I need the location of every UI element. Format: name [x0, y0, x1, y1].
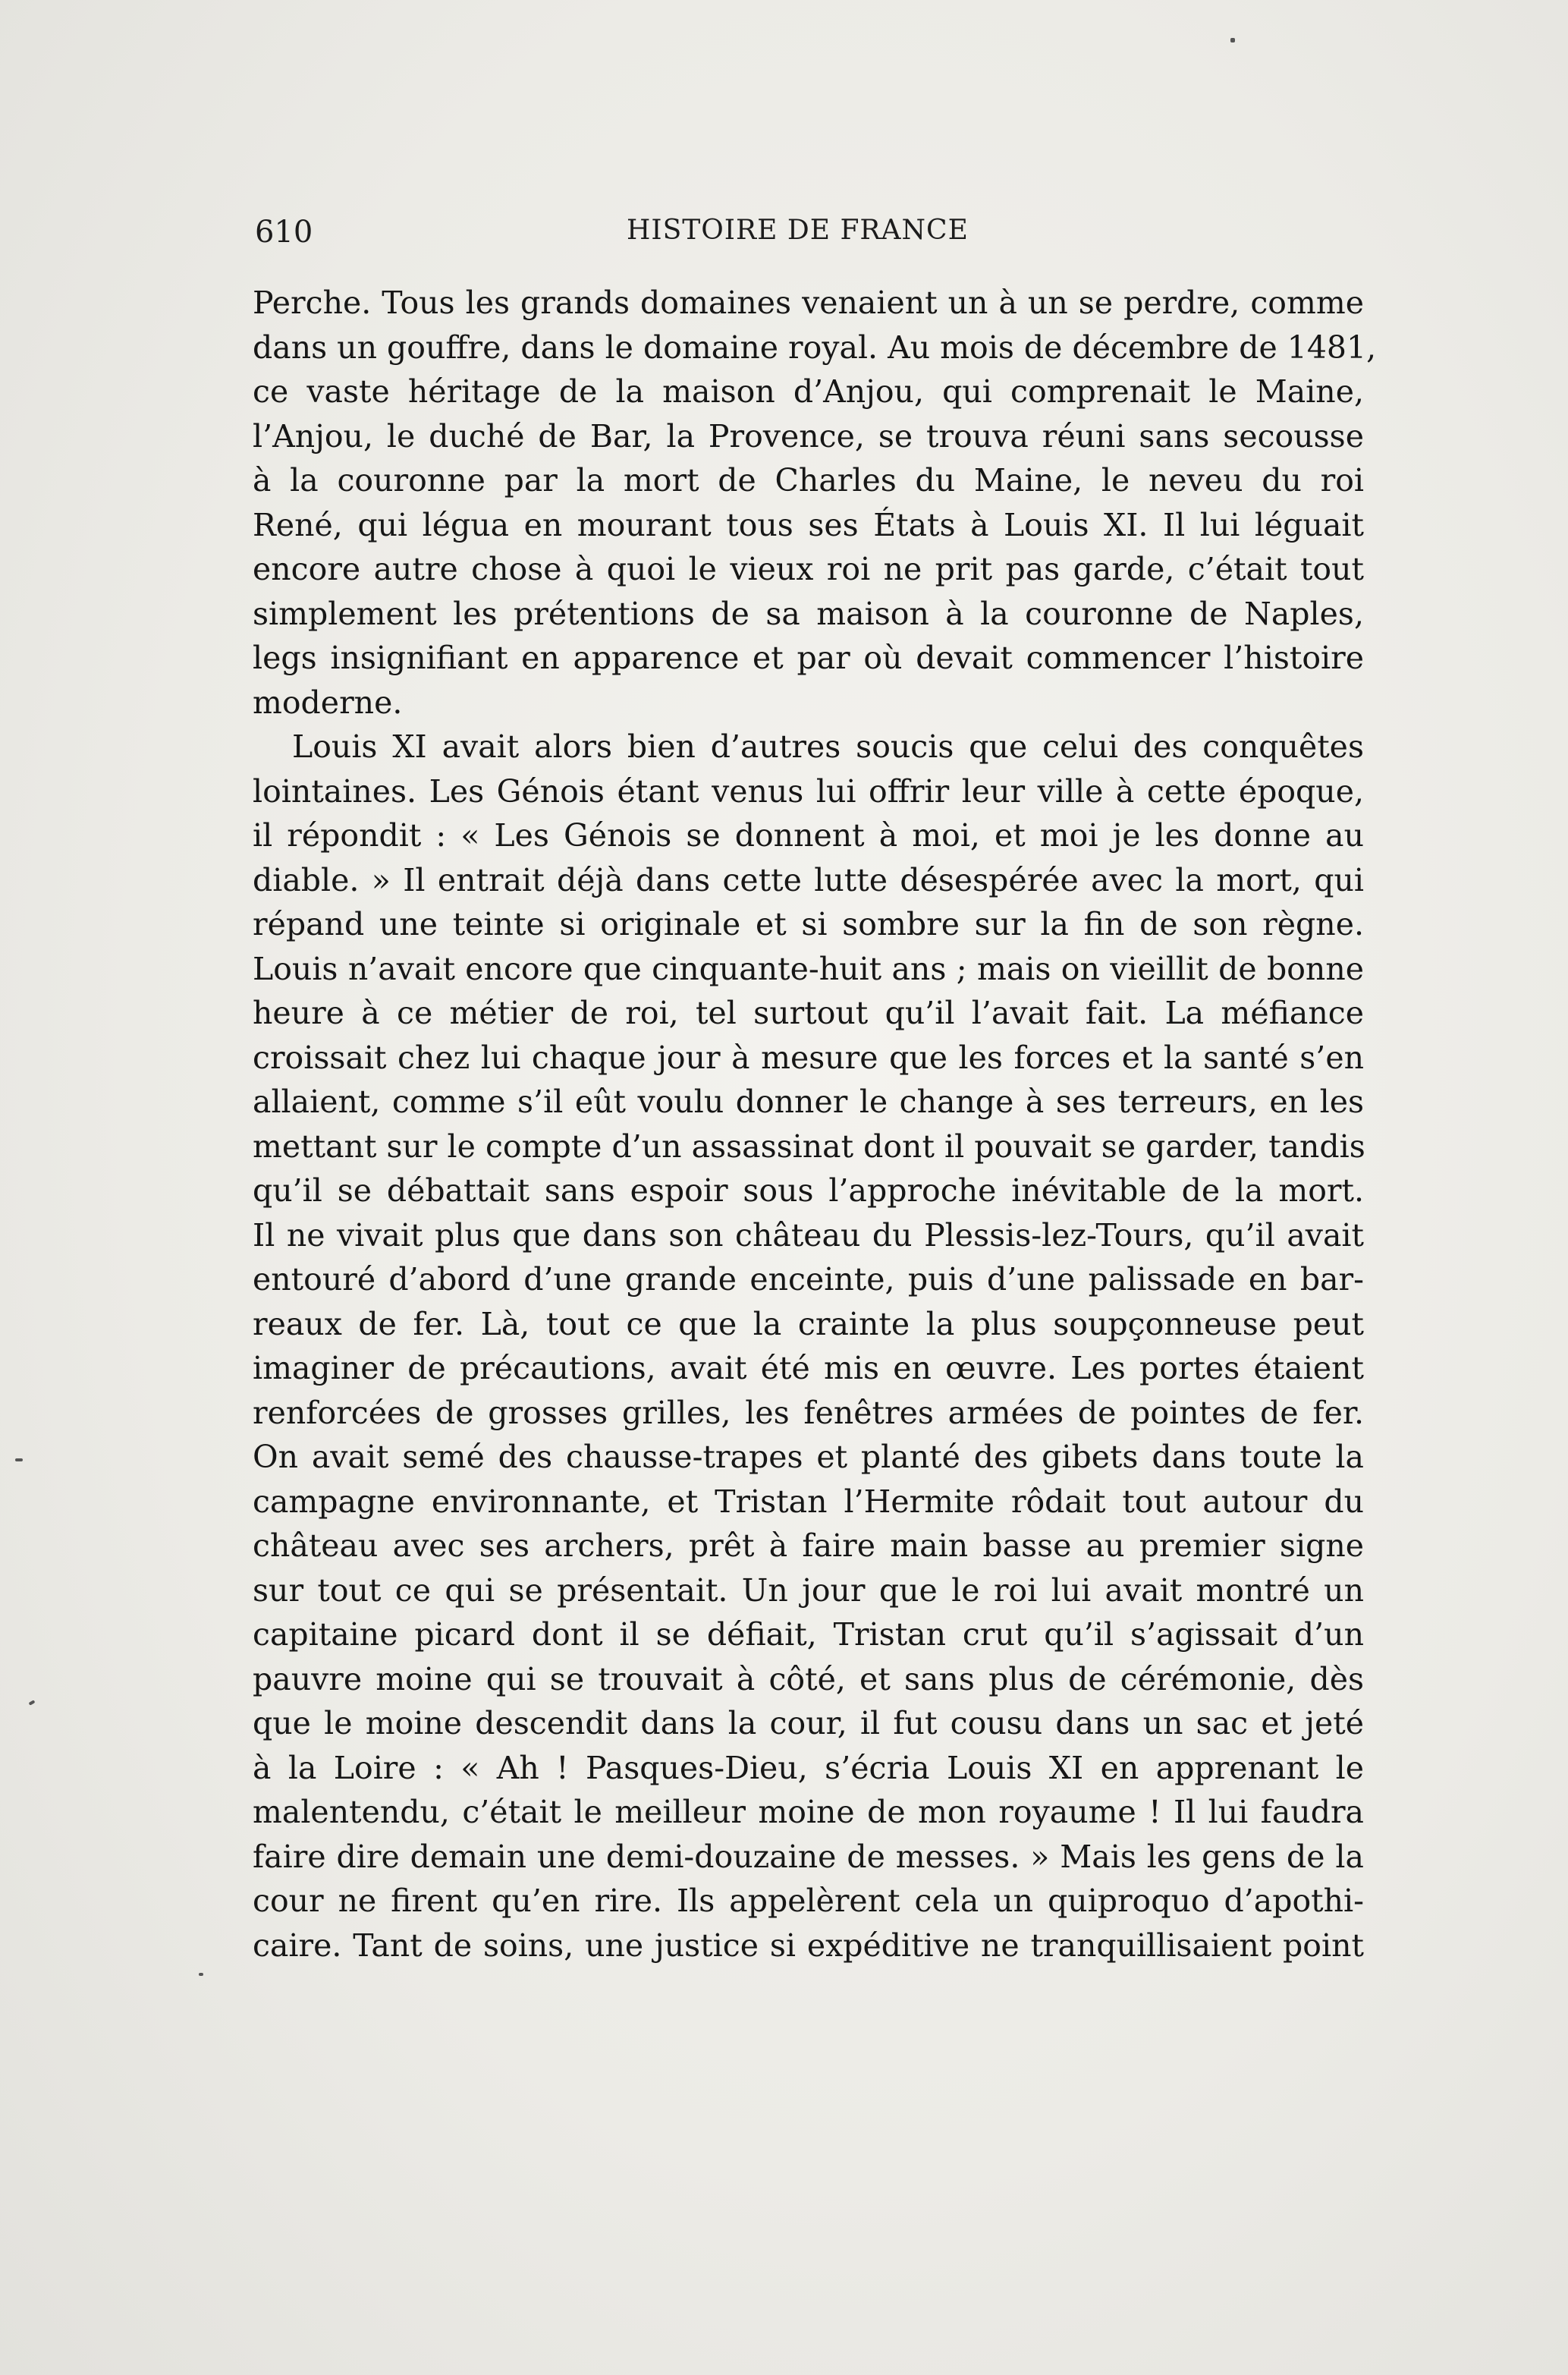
- text-line: caire. Tant de soins, une justice si expéditive ne tranquillisaient point: [253, 1927, 1364, 1964]
- text-line: qu’il se débattait sans espoir sous l’approche inévitable de la mort.: [253, 1172, 1364, 1209]
- text-line: encore autre chose à quoi le vieux roi ne prit pas garde, c’était tout: [253, 551, 1364, 587]
- paragraph-2: [253, 725, 1364, 1968]
- text-line: Il ne vivait plus que dans son château du Plessis-lez-Tours, qu’il avait: [253, 1216, 1364, 1254]
- text-line: Louis XI avait alors bien d’autres soucis que celui des conquêtes: [292, 728, 1364, 765]
- text-line: à la Loire : « Ah ! Pasques-Dieu, s’écria Louis XI en apprenant le: [253, 1749, 1364, 1786]
- text-line: heure à ce métier de roi, tel surtout qu’il l’avait fait. La méfiance: [253, 995, 1364, 1031]
- text-line: simplement les prétentions de sa maison à la couronne de Naples,: [253, 595, 1364, 632]
- text-line: à la couronne par la mort de Charles du Maine, le neveu du roi: [253, 462, 1364, 499]
- text-line: mettant sur le compte d’un assassinat dont il pouvait se garder, tandis: [253, 1128, 1365, 1165]
- text-line: pauvre moine qui se trouvait à côté, et sans plus de cérémonie, dès: [253, 1660, 1364, 1697]
- text-line: ce vaste héritage de la maison d’Anjou, qui comprenait le Maine,: [253, 373, 1364, 410]
- text-line: sur tout ce qui se présentait. Un jour que le roi lui avait montré un: [253, 1571, 1364, 1609]
- text-line: imaginer de précautions, avait été mis en œuvre. Les portes étaient: [253, 1350, 1364, 1386]
- text-line: capitaine picard dont il se défiait, Tristan crut qu’il s’agissait d’un: [253, 1616, 1364, 1653]
- text-line: renforcées de grosses grilles, les fenêtres armées de pointes de fer.: [253, 1394, 1364, 1431]
- text-line: moderne.: [253, 684, 403, 721]
- text-line: cour ne firent qu’en rire. Ils appelèrent cela un quiproquo d’apothi-: [253, 1883, 1364, 1919]
- text-line: malentendu, c’était le meilleur moine de mon royaume ! Il lui faudra: [253, 1794, 1364, 1830]
- text-line: faire dire demain une demi-douzaine de messes. » Mais les gens de la: [253, 1838, 1364, 1875]
- text-line: reaux de fer. Là, tout ce que la crainte la plus soupçonneuse peut: [253, 1305, 1364, 1342]
- text-line: château avec ses archers, prêt à faire main basse au premier signe: [253, 1527, 1364, 1564]
- text-line: dans un gouffre, dans le domaine royal. Au mois de décembre de 1481,: [253, 329, 1377, 366]
- margin-speck: [29, 1700, 36, 1705]
- text-line: On avait semé des chausse-trapes et planté des gibets dans toute la: [253, 1439, 1364, 1475]
- text-line: allaient, comme s’il eût voulu donner le change à ses terreurs, en les: [253, 1084, 1364, 1120]
- text-line: il répondit : « Les Génois se donnent à moi, et moi je les donne au: [253, 817, 1364, 854]
- margin-speck: [1230, 38, 1235, 42]
- text-line: croissait chez lui chaque jour à mesure que les forces et la santé s’en: [253, 1039, 1364, 1076]
- text-line: entouré d’abord d’une grande enceinte, puis d’une palissade en bar-: [253, 1261, 1364, 1298]
- paragraph-1: [253, 281, 1377, 725]
- text-line: René, qui légua en mourant tous ses États à Louis XI. Il lui léguait: [253, 506, 1364, 543]
- text-line: répand une teinte si originale et si sombre sur la fin de son règne.: [253, 906, 1364, 942]
- text-line: legs insignifiant en apparence et par où devait commencer l’histoire: [253, 640, 1364, 676]
- page-header: [255, 215, 1370, 260]
- text-line: Perche. Tous les grands domaines venaient un à un se perdre, comme: [253, 285, 1364, 321]
- margin-speck: [199, 1973, 203, 1976]
- text-line: l’Anjou, le duché de Bar, la Provence, se trouva réuni sans secousse: [253, 417, 1364, 455]
- body-text: [253, 281, 1377, 1968]
- text-line: lointaines. Les Génois étant venus lui offrir leur ville à cette époque,: [253, 772, 1364, 810]
- page-number: 610: [255, 215, 313, 250]
- text-line: campagne environnante, et Tristan l’Hermite rôdait tout autour du: [253, 1483, 1364, 1520]
- text-line: diable. » Il entrait déjà dans cette lutte désespérée avec la mort, qui: [253, 861, 1364, 898]
- margin-speck: [15, 1458, 23, 1461]
- text-line: Louis n’avait encore que cinquante-huit ans ; mais on vieillit de bonne: [253, 950, 1364, 987]
- text-line: que le moine descendit dans la cour, il fut cousu dans un sac et jeté: [253, 1705, 1364, 1741]
- running-title: HISTOIRE DE FRANCE: [627, 215, 969, 246]
